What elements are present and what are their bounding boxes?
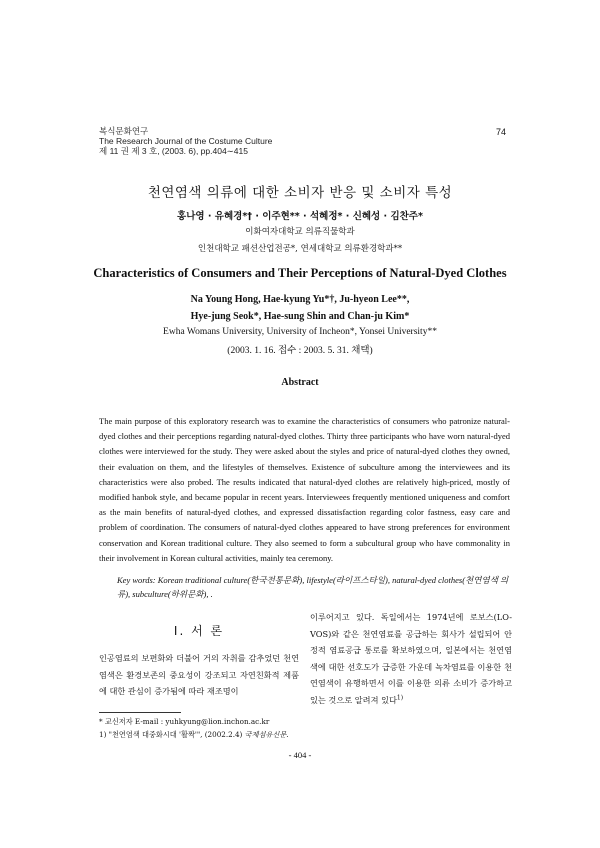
- footnote-rule: [99, 712, 181, 713]
- section-heading-introduction: Ⅰ. 서 론: [173, 624, 225, 638]
- submission-dates: (2003. 1. 16. 접수 : 2003. 5. 31. 채택): [227, 346, 373, 356]
- abstract-heading: Abstract: [281, 377, 319, 388]
- footnote-marker: 1): [396, 694, 404, 702]
- body-right-text: 이루어지고 있다. 독일에서는 1974년에 로보스(LO-VOS)와 같은 천연염료를 공급하는 회사가 설립되어 안정적 염료공급 통로를 확보하였으며, 일본에서는 천연염색에 대한 선호도가 급증한 가운데 녹차염료를 이용한 천연염색이 유행하면서 이를 이용한 의류 소비가 증가하고 있는 것으로 알려져 있다: [310, 612, 512, 705]
- footnote-reference-source: 국제섬유신문.: [244, 729, 289, 739]
- body-column-right: [310, 609, 512, 709]
- keywords: Key words: Korean traditional culture(한국전통문화), lifestyle(라이프스타일), natural-dyed clothes(천연염색 의류), subculture(하위문화), .: [117, 575, 509, 599]
- affiliation-korean-1: 이화여자대학교 의류직물학과: [245, 227, 355, 237]
- authors-korean: 홍나영 · 유혜경*† · 이주현** · 석혜정* · 신혜성 · 김찬주*: [177, 211, 423, 222]
- footnote-reference-text: 1) "천연염색 대중화시대 '활짝'", (2002.2.4): [99, 729, 245, 739]
- journal-volume: 제 11 권 제 3 호, (2003. 6), pp.404∼415: [99, 146, 248, 156]
- page-footer-number: - 404 -: [288, 750, 312, 760]
- authors-english-line-1: Na Young Hong, Hae-kyung Yu*†, Ju-hyeon Lee**,: [190, 294, 410, 305]
- footnote-corresponding-author: * 교신저자 E-mail : yuhkyung@lion.inchon.ac.kr: [99, 717, 270, 726]
- journal-name-ko: 복식문화연구: [99, 126, 149, 136]
- footnote-reference-1: [99, 729, 519, 742]
- journal-header: [99, 126, 272, 156]
- journal-name-en: The Research Journal of the Costume Culture: [99, 136, 273, 146]
- affiliation-korean-2: 인천대학교 패션산업전공*, 연세대학교 의류환경학과**: [197, 244, 403, 254]
- abstract-body: The main purpose of this exploratory research was to examine the characteristics of consumers who patronize natural-dyed clothes and their perceptions regarding natural-dyed clothes. Thirty three participants who have worn natural-dyed clothes were interviewed for the study. They were asked about the styles and price of natural-dyed clothes they owned, their evaluation on them, and the lifestyles of themselves. Existence of subculture among the interviewees and its characteristics were also probed. The results indicated that natural-dyed clothes are relatively high-priced, mostly of modified hanbok style, and became popular in recent years. Interviewees frequently mentioned uniqueness and comfort as the main benefits of natural-dyed clothes, and expressed dissatisfaction regarding color fastness, easy care and problem of coordination. The consumers of natural-dyed clothes appeared to have strong preferences for environment conservation and Korean traditional culture. They also seemed to form a subcultural group who have commonality in their involvement in Korean cultural activities, mainly tea ceremony.: [99, 416, 510, 563]
- title-korean: 천연염색 의류에 대한 소비자 반응 및 소비자 특성: [147, 185, 453, 201]
- title-english: Characteristics of Consumers and Their Perceptions of Natural-Dyed Clothes: [93, 266, 507, 280]
- affiliation-english: Ewha Womans University, University of Incheon*, Yonsei University**: [163, 327, 437, 337]
- authors-english-line-2: Hye-jung Seok*, Hae-sung Shin and Chan-ju Kim*: [190, 311, 410, 322]
- body-column-left: 인공염료의 보편화와 더불어 거의 자취를 감추었던 천연염색은 환경보존의 중요성이 강조되고 자연친화적 제품에 대한 관심이 증가됨에 따라 재조명이: [99, 653, 299, 697]
- header-page-number: 74: [495, 127, 506, 137]
- footnotes: [99, 716, 519, 741]
